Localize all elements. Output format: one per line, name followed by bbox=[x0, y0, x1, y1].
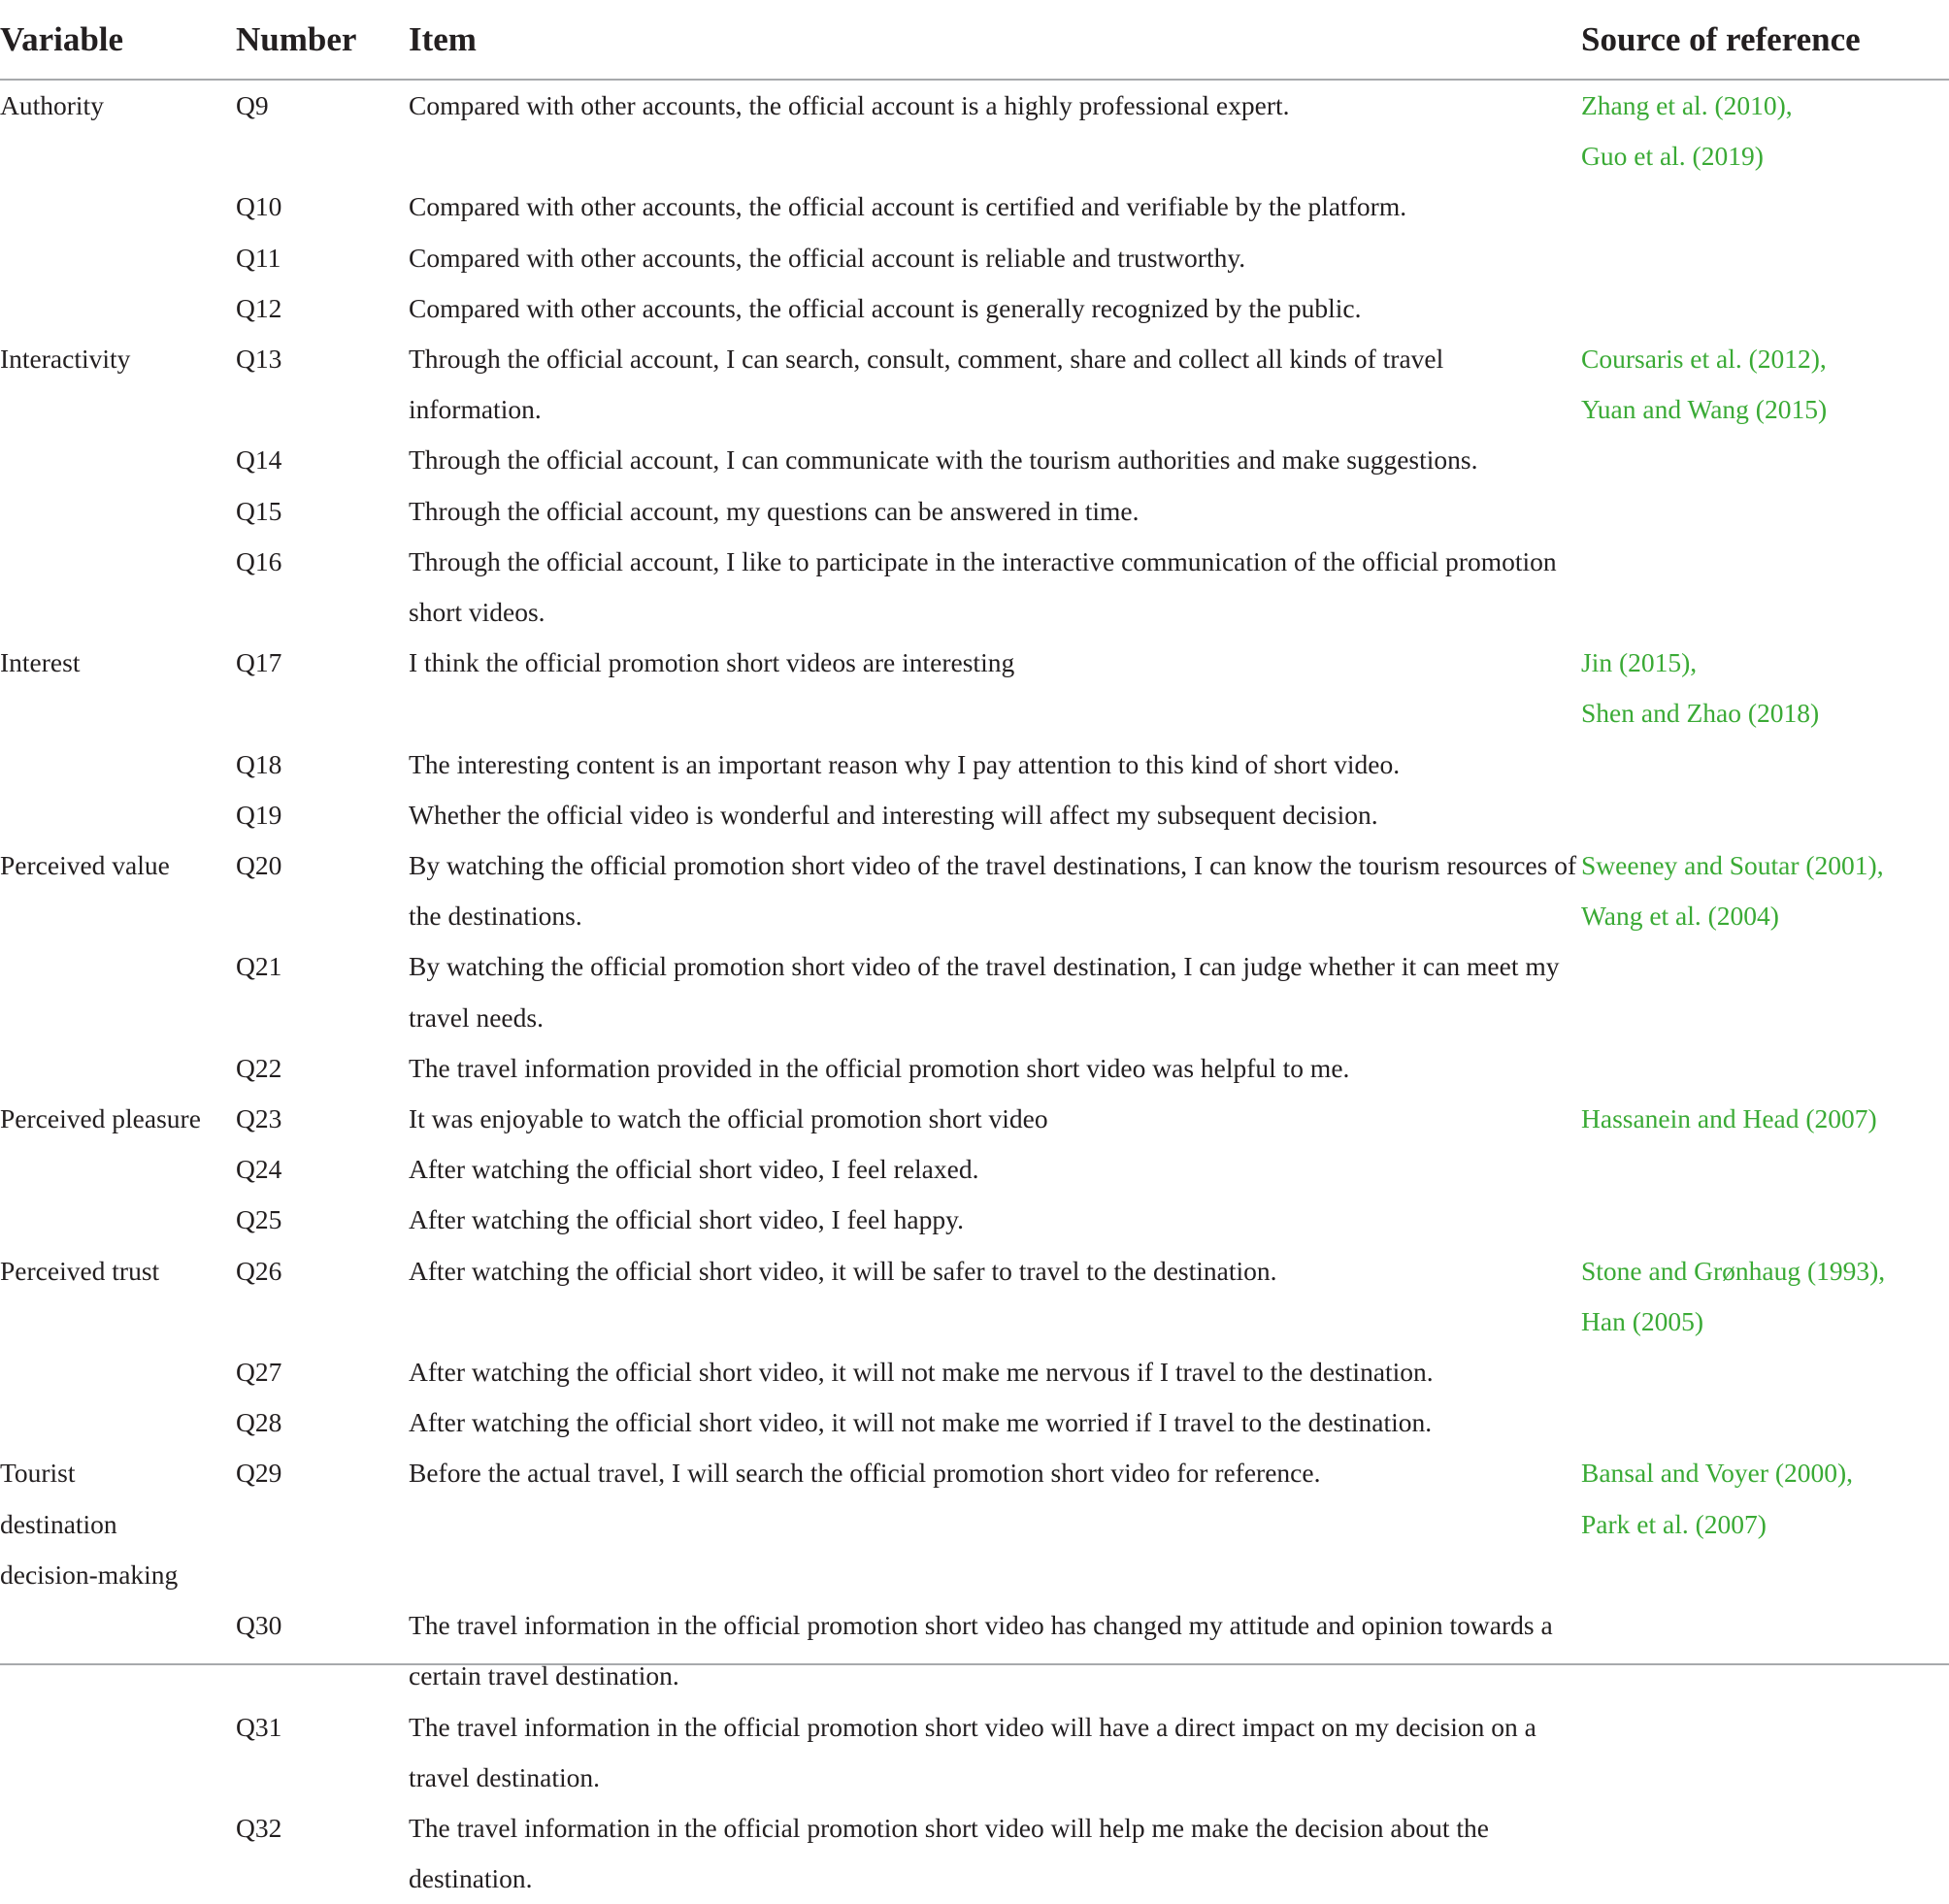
variable-cell bbox=[0, 435, 236, 485]
reference-link[interactable]: Shen and Zhao (2018) bbox=[1581, 698, 1820, 729]
table-row bbox=[0, 1094, 1949, 1144]
variable-label: Perceived pleasure bbox=[0, 1103, 201, 1134]
source-cell bbox=[1581, 334, 1949, 435]
item-cell: Compared with other accounts, the official account is certified and verifiable by the platform. bbox=[409, 191, 1407, 222]
number-cell: Q11 bbox=[236, 242, 281, 273]
number-cell: Q25 bbox=[236, 1204, 282, 1235]
variable-label: Authority bbox=[0, 90, 104, 120]
source-cell bbox=[1581, 638, 1949, 739]
reference-link[interactable]: Stone and Grønhaug (1993), bbox=[1581, 1255, 1886, 1286]
item-cell: Through the official account, I like to participate in the interactive communication of the official promotion short videos. bbox=[409, 545, 1557, 628]
variable-label: Interactivity bbox=[0, 344, 131, 375]
variable-label: destination bbox=[0, 1508, 117, 1539]
variable-cell bbox=[0, 283, 236, 334]
header-source: Source of reference bbox=[1581, 0, 1949, 80]
variable-cell bbox=[0, 233, 236, 283]
table-row bbox=[0, 1246, 1949, 1347]
variable-cell bbox=[0, 790, 236, 840]
number-cell: Q26 bbox=[236, 1255, 282, 1286]
item-cell: The travel information in the official promotion short video will help me make the decision about the destination. bbox=[409, 1812, 1489, 1894]
variable-cell bbox=[0, 1094, 236, 1144]
item-cell: Through the official account, I can search, consult, comment, share and collect all kinds of travel information. bbox=[409, 344, 1444, 425]
number-cell: Q13 bbox=[236, 344, 282, 375]
reference-link[interactable]: Jin (2015), bbox=[1581, 647, 1698, 678]
variable-cell bbox=[0, 537, 236, 638]
header-number: Number bbox=[236, 0, 409, 80]
item-cell: By watching the official promotion short video of the travel destination, I can judge whether it can meet my travel needs. bbox=[409, 951, 1560, 1033]
variable-cell bbox=[0, 1448, 236, 1600]
number-cell: Q19 bbox=[236, 799, 282, 830]
variable-cell bbox=[0, 181, 236, 232]
source-cell bbox=[1581, 1600, 1949, 1701]
variable-cell bbox=[0, 80, 236, 181]
table-row bbox=[0, 638, 1949, 739]
source-cell bbox=[1581, 1043, 1949, 1094]
number-cell: Q31 bbox=[236, 1711, 282, 1742]
number-cell: Q21 bbox=[236, 951, 282, 982]
source-cell bbox=[1581, 1397, 1949, 1448]
number-cell: Q30 bbox=[236, 1610, 282, 1641]
item-cell: By watching the official promotion short video of the travel destinations, I can know the tourism resources of the destinations. bbox=[409, 850, 1577, 932]
reference-link[interactable]: Guo et al. (2019) bbox=[1581, 141, 1764, 172]
source-cell bbox=[1581, 435, 1949, 485]
item-cell: Compared with other accounts, the official account is a highly professional expert. bbox=[409, 90, 1290, 120]
number-cell: Q22 bbox=[236, 1052, 282, 1083]
source-cell bbox=[1581, 181, 1949, 232]
variable-cell bbox=[0, 1347, 236, 1397]
table-body bbox=[0, 80, 1949, 1904]
table-row bbox=[0, 537, 1949, 638]
number-cell: Q32 bbox=[236, 1812, 282, 1843]
table-row bbox=[0, 435, 1949, 485]
table-row bbox=[0, 1347, 1949, 1397]
variable-cell bbox=[0, 1803, 236, 1904]
item-cell: Through the official account, I can communicate with the tourism authorities and make suggestions. bbox=[409, 444, 1478, 476]
table-row bbox=[0, 1144, 1949, 1195]
table-row bbox=[0, 80, 1949, 181]
number-cell: Q20 bbox=[236, 850, 282, 881]
variable-cell bbox=[0, 1246, 236, 1347]
item-cell: The travel information provided in the official promotion short video was helpful to me. bbox=[409, 1052, 1350, 1083]
variable-cell bbox=[0, 1702, 236, 1803]
table-row bbox=[0, 840, 1949, 941]
variable-label: Perceived trust bbox=[0, 1255, 160, 1286]
item-cell: Through the official account, my questions can be answered in time. bbox=[409, 495, 1140, 526]
reference-link[interactable]: Bansal and Voyer (2000), bbox=[1581, 1458, 1854, 1489]
source-cell bbox=[1581, 537, 1949, 638]
item-cell: Compared with other accounts, the official account is generally recognized by the public. bbox=[409, 292, 1362, 323]
reference-link[interactable]: Zhang et al. (2010), bbox=[1581, 90, 1793, 120]
reference-link[interactable]: Hassanein and Head (2007) bbox=[1581, 1103, 1877, 1134]
item-cell: After watching the official short video, it will be safer to travel to the destination. bbox=[409, 1255, 1277, 1286]
reference-link[interactable]: Han (2005) bbox=[1581, 1305, 1704, 1336]
source-cell bbox=[1581, 1448, 1949, 1600]
source-cell bbox=[1581, 790, 1949, 840]
table-row bbox=[0, 1195, 1949, 1245]
item-cell: Compared with other accounts, the official account is reliable and trustworthy. bbox=[409, 242, 1246, 273]
item-cell: Whether the official video is wonderful and interesting will affect my subsequent decision. bbox=[409, 799, 1378, 830]
variable-cell bbox=[0, 840, 236, 941]
table-row bbox=[0, 739, 1949, 790]
source-cell bbox=[1581, 486, 1949, 537]
number-cell: Q16 bbox=[236, 545, 282, 576]
table-row bbox=[0, 790, 1949, 840]
variable-label: Interest bbox=[0, 647, 81, 678]
item-cell: The interesting content is an important reason why I pay attention to this kind of short video. bbox=[409, 748, 1401, 779]
item-cell: The travel information in the official promotion short video has changed my attitude and opinion towards a certain travel destination. bbox=[409, 1610, 1553, 1691]
source-cell bbox=[1581, 1803, 1949, 1904]
source-cell bbox=[1581, 1347, 1949, 1397]
table-row bbox=[0, 1397, 1949, 1448]
header-variable: Variable bbox=[0, 0, 236, 80]
source-cell bbox=[1581, 941, 1949, 1042]
source-cell bbox=[1581, 1195, 1949, 1245]
reference-link[interactable]: Sweeney and Soutar (2001), bbox=[1581, 850, 1884, 881]
number-cell: Q12 bbox=[236, 292, 282, 323]
variable-cell bbox=[0, 638, 236, 739]
variable-cell bbox=[0, 1144, 236, 1195]
header-item: Item bbox=[409, 0, 1581, 80]
number-cell: Q15 bbox=[236, 495, 282, 526]
item-cell: I think the official promotion short videos are interesting bbox=[409, 647, 1015, 678]
source-cell bbox=[1581, 283, 1949, 334]
table-row bbox=[0, 334, 1949, 435]
source-cell bbox=[1581, 1144, 1949, 1195]
header-row bbox=[0, 0, 1949, 80]
table-bottom-rule bbox=[0, 1663, 1949, 1665]
source-cell bbox=[1581, 739, 1949, 790]
number-cell: Q14 bbox=[236, 444, 282, 476]
number-cell: Q17 bbox=[236, 647, 282, 678]
variable-cell bbox=[0, 1043, 236, 1094]
table-row bbox=[0, 181, 1949, 232]
number-cell: Q24 bbox=[236, 1154, 282, 1185]
reference-link[interactable]: Coursaris et al. (2012), bbox=[1581, 344, 1827, 375]
table-header bbox=[0, 0, 1949, 80]
reference-link[interactable]: Wang et al. (2004) bbox=[1581, 901, 1779, 932]
table-row bbox=[0, 283, 1949, 334]
number-cell: Q28 bbox=[236, 1407, 282, 1438]
variable-cell bbox=[0, 1600, 236, 1701]
table-row bbox=[0, 1702, 1949, 1803]
table-row bbox=[0, 233, 1949, 283]
item-cell: After watching the official short video, I feel happy. bbox=[409, 1204, 964, 1235]
item-cell: After watching the official short video, I feel relaxed. bbox=[409, 1154, 979, 1185]
reference-link[interactable]: Park et al. (2007) bbox=[1581, 1508, 1767, 1539]
item-cell: After watching the official short video, it will not make me nervous if I travel to the destination. bbox=[409, 1357, 1434, 1388]
variable-label: Perceived value bbox=[0, 850, 170, 881]
source-cell bbox=[1581, 1702, 1949, 1803]
variable-cell bbox=[0, 334, 236, 435]
item-cell: The travel information in the official promotion short video will have a direct impact on my decision on a travel destination. bbox=[409, 1711, 1536, 1792]
table-row bbox=[0, 1600, 1949, 1701]
number-cell: Q29 bbox=[236, 1458, 282, 1489]
item-cell: Before the actual travel, I will search the official promotion short video for reference. bbox=[409, 1458, 1321, 1489]
table-row bbox=[0, 1803, 1949, 1904]
source-cell bbox=[1581, 80, 1949, 181]
source-cell bbox=[1581, 840, 1949, 941]
variable-label: decision-making bbox=[0, 1559, 179, 1590]
table-row bbox=[0, 1448, 1949, 1600]
variable-label: Tourist bbox=[0, 1458, 76, 1489]
source-cell bbox=[1581, 233, 1949, 283]
number-cell: Q10 bbox=[236, 191, 282, 222]
variable-cell bbox=[0, 486, 236, 537]
number-cell: Q23 bbox=[236, 1103, 282, 1134]
item-cell: After watching the official short video, it will not make me worried if I travel to the destination. bbox=[409, 1407, 1433, 1438]
item-cell: It was enjoyable to watch the official promotion short video bbox=[409, 1103, 1048, 1134]
variable-cell bbox=[0, 941, 236, 1042]
source-cell bbox=[1581, 1246, 1949, 1347]
number-cell: Q27 bbox=[236, 1357, 282, 1388]
reference-link[interactable]: Yuan and Wang (2015) bbox=[1581, 394, 1828, 425]
variable-cell bbox=[0, 1195, 236, 1245]
table-row bbox=[0, 1043, 1949, 1094]
number-cell: Q18 bbox=[236, 748, 282, 779]
source-cell bbox=[1581, 1094, 1949, 1144]
variable-cell bbox=[0, 1397, 236, 1448]
variable-cell bbox=[0, 739, 236, 790]
number-cell: Q9 bbox=[236, 90, 269, 120]
table-row bbox=[0, 486, 1949, 537]
table-row bbox=[0, 941, 1949, 1042]
